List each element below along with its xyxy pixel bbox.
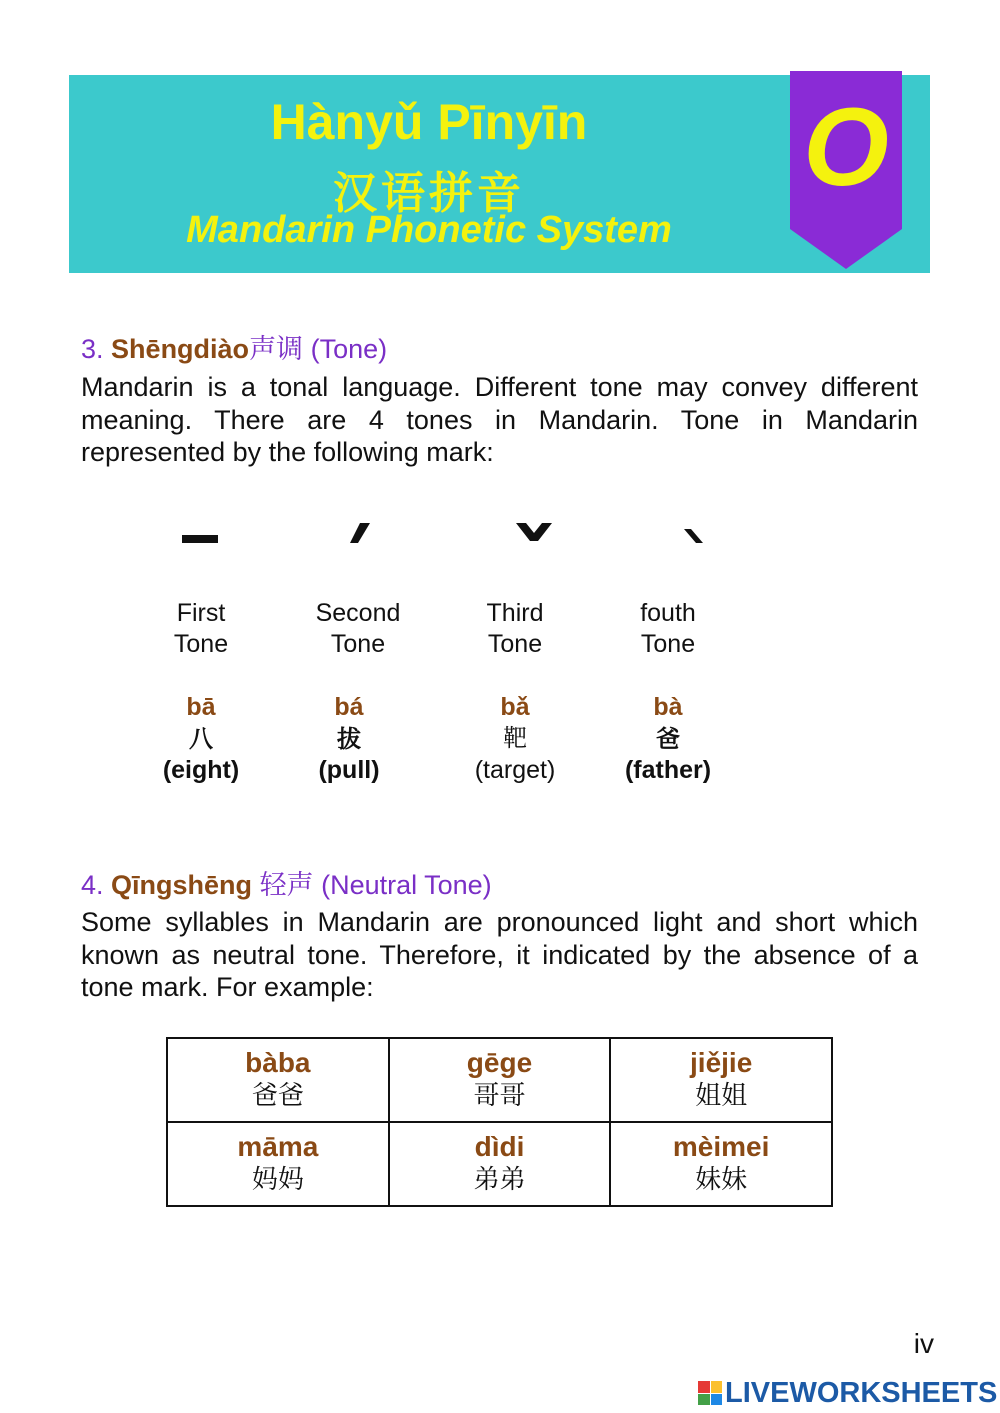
- cell-pinyin: dìdi: [474, 1131, 525, 1162]
- cell-pinyin: bàba: [245, 1047, 311, 1078]
- tone-1-pinyin: bā: [186, 693, 216, 721]
- tone-4-pinyin: bà: [653, 693, 683, 721]
- title-banner: [69, 75, 930, 273]
- tone-3-info: [445, 598, 585, 787]
- tone-2-hanzi: 拔: [337, 724, 361, 753]
- cell-hanzi: 爸爸: [251, 1081, 304, 1111]
- table-cell: [389, 1038, 611, 1122]
- cell-pinyin: gēge: [466, 1047, 533, 1078]
- tone-column-1: [130, 510, 270, 550]
- tone-1-meaning: (eight): [162, 756, 240, 784]
- tone-column-3: [464, 510, 604, 550]
- tone-4-info: [598, 598, 738, 787]
- tone-3-hanzi: 靶: [503, 724, 527, 752]
- liveworksheets-brand[interactable]: [698, 1376, 997, 1410]
- section-3-paragraph: Mandarin is a tonal language. Different tone may convey different meaning. There are 4 tones in Mandarin. Tone in Mandarin represented by the following mark:: [81, 372, 918, 467]
- section-4-heading: [81, 863, 492, 902]
- third-tone-mark: [464, 510, 604, 550]
- section-4-english: (Neutral Tone): [321, 870, 492, 900]
- tone-4-meaning: (father): [624, 756, 712, 784]
- second-tone-mark: [288, 510, 428, 550]
- banner-title-pinyin: Hànyǔ Pīnyīn: [270, 94, 588, 150]
- section-3-number: 3.: [81, 334, 104, 364]
- banner-subtitle: Mandarin Phonetic System: [186, 209, 672, 251]
- tone-3-label: Third Tone: [486, 599, 544, 658]
- section-3-hanzi: 声调: [249, 334, 304, 365]
- tone-3-pinyin: bǎ: [500, 693, 530, 721]
- section-3-english: (Tone): [310, 334, 388, 364]
- tone-column-2: [288, 510, 428, 550]
- banner-title-hanzi: 汉语拼音: [333, 168, 525, 219]
- tone-4-hanzi: 爸: [656, 724, 680, 753]
- section-4-number: 4.: [81, 870, 104, 900]
- tone-1-hanzi: 八: [189, 724, 213, 753]
- liveworksheets-logo-icon: [698, 1381, 722, 1405]
- tone-3-meaning: (target): [474, 756, 556, 784]
- first-tone-mark: [130, 510, 270, 550]
- section-4-paragraph: Some syllables in Mandarin are pronounced light and short which known as neutral tone. Therefore, it indicated by the absence of a tone mark. For example:: [81, 907, 918, 1002]
- section-4-hanzi: 轻声: [259, 870, 314, 901]
- cell-hanzi: 哥哥: [473, 1081, 526, 1111]
- cell-hanzi: 妹妹: [695, 1165, 748, 1195]
- neutral-tone-table: [166, 1037, 833, 1207]
- section-3-heading: [81, 327, 387, 366]
- tone-2-meaning: (pull): [318, 756, 380, 784]
- tone-1-label: First Tone: [173, 599, 229, 658]
- table-cell: [389, 1122, 611, 1206]
- table-cell: [610, 1122, 832, 1206]
- tone-2-pinyin: bá: [334, 693, 364, 721]
- table-row: [167, 1038, 832, 1122]
- table-cell: [610, 1038, 832, 1122]
- tone-2-info: [288, 598, 428, 787]
- table-row: [167, 1122, 832, 1206]
- cell-hanzi: 姐姐: [695, 1081, 748, 1111]
- tone-column-4: [624, 510, 764, 550]
- page-number: iv: [913, 1328, 934, 1359]
- table-cell: [167, 1038, 389, 1122]
- tone-1-info: [131, 598, 271, 787]
- section-4-pinyin: Qīngshēng: [111, 870, 253, 900]
- cell-pinyin: mèimei: [672, 1131, 770, 1162]
- cell-hanzi: 妈妈: [251, 1165, 304, 1195]
- tone-2-label: Second Tone: [315, 599, 401, 658]
- fourth-tone-mark: [624, 510, 764, 550]
- table-cell: [167, 1122, 389, 1206]
- cell-hanzi: 弟弟: [473, 1165, 526, 1195]
- section-3-pinyin: Shēngdiào: [111, 334, 250, 364]
- cell-pinyin: jiějie: [690, 1047, 753, 1078]
- tone-4-label: fouth Tone: [640, 599, 696, 658]
- brand-text: LIVEWORKSHEETS: [725, 1376, 998, 1409]
- cell-pinyin: māma: [237, 1131, 319, 1162]
- ribbon-letter: O: [803, 86, 889, 209]
